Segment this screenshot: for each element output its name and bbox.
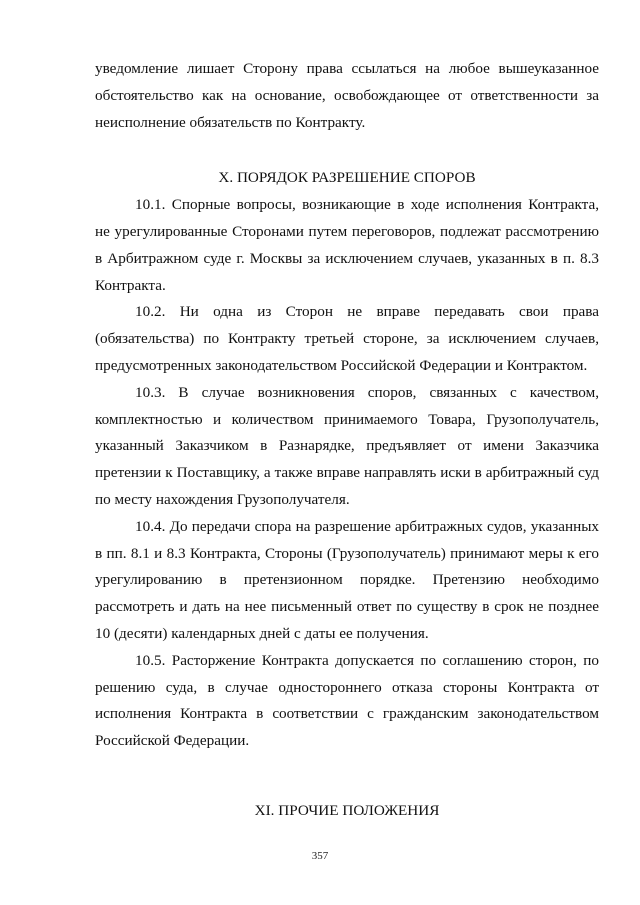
paragraph-10-4: 10.4. До передачи спора на разрешение арбитражных судов, указанных в пп. 8.1 и 8.3 Контракта, Стороны (Грузополучатель) принимают меры к его урегулированию в претензионном порядке. Претензию необходимо рассмотреть и дать на нее письменный ответ по существу в срок не позднее 10 (десяти) календарных дней с даты ее получения. (95, 517, 599, 642)
section-11-title: XI. ПРОЧИЕ ПОЛОЖЕНИЯ (254, 801, 440, 819)
paragraph-10-2: 10.2. Ни одна из Сторон не вправе передавать свои права (обязательства) по Контракту третьей стороне, за исключением случаев, предусмотренных законодательством Российской Федерации и Контрактом. (95, 303, 599, 374)
paragraph-10-5: 10.5. Расторжение Контракта допускается по соглашению сторон, по решению суда, в случае одностороннего отказа стороны Контракта от исполнения Контракта в соответствии с гражданским законодательством Российской Федерации. (95, 651, 599, 750)
page-number: 357 (311, 850, 329, 862)
paragraph-10-1: 10.1. Спорные вопросы, возникающие в ходе исполнения Контракта, не урегулированные Сторонами путем переговоров, подлежат рассмотрению в Арбитражном суде г. Москвы за исключением случаев, указанных в п. 8.3 Контракта. (95, 196, 599, 294)
section-10-title: X. ПОРЯДОК РАЗРЕШЕНИЕ СПОРОВ (218, 169, 476, 187)
document-page (95, 56, 599, 825)
paragraph-10-3: 10.3. В случае возникновения споров, связанных с качеством, комплектностью и количеством принимаемого Товара, Грузополучатель, указанный Заказчиком в Разнарядке, предъявляет от имени Заказчика претензии к Поставщику, а также вправе направлять иски в арбитражный суд по месту нахождения Грузополучателя. (95, 383, 599, 508)
intro-paragraph: уведомление лишает Сторону права ссылаться на любое вышеуказанное обстоятельство как на основание, освобождающее от ответственности за неисполнение обязательств по Контракту. (95, 60, 599, 131)
